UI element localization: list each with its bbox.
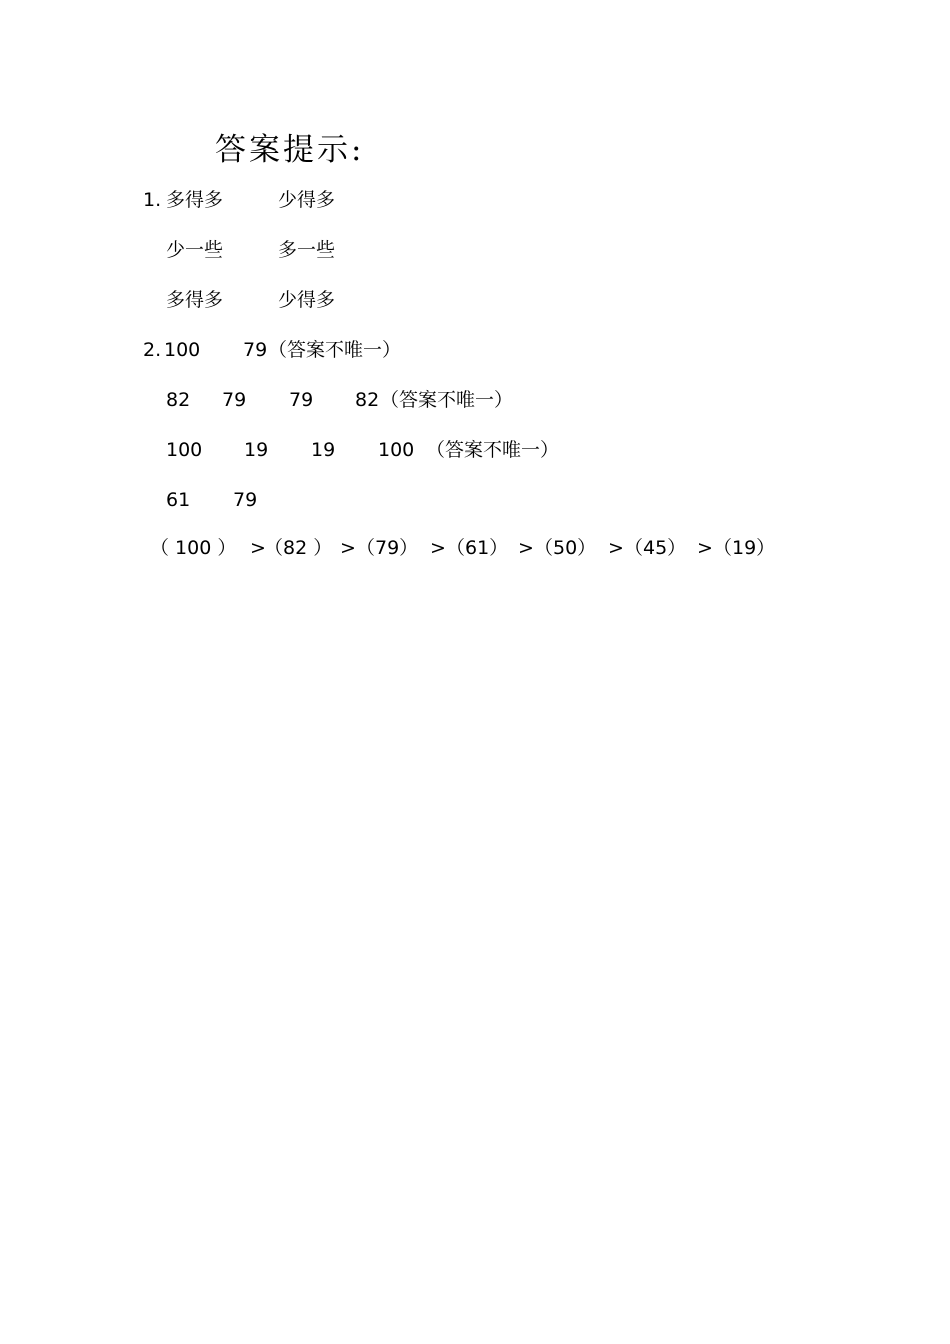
q2-row2-note: （答案不唯一） — [380, 389, 514, 411]
q1-row2-b: 多一些 — [278, 239, 336, 261]
q2-row3-c: 19 — [311, 439, 336, 461]
q2-row3-a: 100 — [166, 439, 203, 461]
ordering-item-7: （19） — [713, 537, 776, 559]
ordering-sep-4: > — [518, 537, 534, 559]
q2-row2-a: 82 — [166, 389, 191, 411]
q2-row3-note: （答案不唯一） — [426, 439, 560, 461]
q1-number: 1. — [143, 189, 162, 211]
page-title: 答案提示: — [215, 132, 365, 168]
q2-row1-a: 100 — [164, 339, 201, 361]
ordering-sep-1: > — [250, 537, 266, 559]
q2-row2-b: 79 — [222, 389, 247, 411]
q1-row1-a: 多得多 — [166, 189, 224, 211]
q1-row3-a: 多得多 — [166, 289, 224, 311]
q1-row3-b: 少得多 — [278, 289, 336, 311]
ordering-item-4: （61） — [446, 537, 509, 559]
ordering-item-1: （ 100 ） — [150, 537, 237, 559]
q2-row2-d: 82 — [355, 389, 380, 411]
q2-row4-a: 61 — [166, 489, 191, 511]
q2-row1-b: 79 — [243, 339, 268, 361]
q2-row2-c: 79 — [289, 389, 314, 411]
ordering-item-5: （50） — [534, 537, 597, 559]
ordering-sep-3: > — [430, 537, 446, 559]
q2-row3-b: 19 — [244, 439, 269, 461]
ordering-item-3: （79） — [356, 537, 419, 559]
ordering-sep-2: > — [340, 537, 356, 559]
q2-row4-b: 79 — [233, 489, 258, 511]
q2-row3-d: 100 — [378, 439, 415, 461]
ordering-sep-5: > — [608, 537, 624, 559]
ordering-sep-6: > — [697, 537, 713, 559]
ordering-item-6: （45） — [624, 537, 687, 559]
q2-number: 2. — [143, 339, 162, 361]
q2-row1-note: （答案不唯一） — [268, 339, 402, 361]
q1-row2-a: 少一些 — [166, 239, 224, 261]
ordering-item-2: （82 ） — [264, 537, 333, 559]
q1-row1-b: 少得多 — [278, 189, 336, 211]
